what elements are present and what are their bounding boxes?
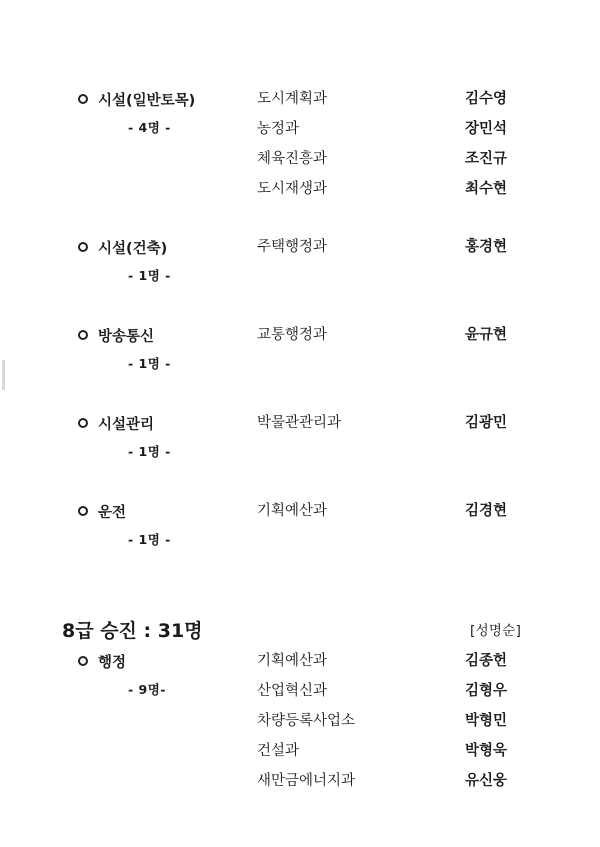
section-title: 8급 승진 : 31명 bbox=[62, 620, 203, 642]
person-name: 장민석 bbox=[465, 121, 508, 137]
department-name: 기획예산과 bbox=[257, 653, 328, 669]
department-name: 건설과 bbox=[257, 743, 300, 759]
category-count: - 1명 - bbox=[128, 532, 171, 547]
category-count: - 9명- bbox=[128, 682, 167, 697]
person-name: 윤규현 bbox=[465, 327, 508, 343]
list-item bbox=[0, 178, 600, 200]
category-name: 시설(일반토목) bbox=[98, 92, 196, 109]
list-item bbox=[0, 236, 600, 258]
list-item bbox=[0, 740, 600, 762]
person-name: 홍경현 bbox=[465, 239, 508, 255]
department-name: 교통행정과 bbox=[257, 327, 328, 343]
person-name: 박형욱 bbox=[465, 743, 508, 759]
category-name: 운전 bbox=[98, 504, 127, 521]
list-item bbox=[0, 680, 600, 702]
category-count: - 4명 - bbox=[128, 120, 171, 135]
person-name: 김형우 bbox=[465, 683, 508, 699]
department-name: 산업혁신과 bbox=[257, 683, 328, 699]
person-name: 유신웅 bbox=[465, 773, 508, 789]
list-item bbox=[0, 412, 600, 434]
person-name: 김수영 bbox=[465, 91, 508, 107]
person-name: 최수현 bbox=[465, 181, 508, 197]
department-name: 기획예산과 bbox=[257, 503, 328, 519]
department-name: 주택행정과 bbox=[257, 239, 328, 255]
list-item bbox=[0, 88, 600, 110]
department-name: 체육진흥과 bbox=[257, 151, 328, 167]
category-name: 행정 bbox=[98, 654, 127, 671]
list-item bbox=[0, 500, 600, 522]
person-name: 김광민 bbox=[465, 415, 508, 431]
scan-edge-mark bbox=[2, 360, 5, 390]
department-name: 농정과 bbox=[257, 121, 300, 137]
category-name: 시설관리 bbox=[98, 416, 155, 433]
list-item bbox=[0, 148, 600, 170]
category-count: - 1명 - bbox=[128, 268, 171, 283]
list-item bbox=[0, 770, 600, 792]
list-item bbox=[0, 650, 600, 672]
person-name: 김종헌 bbox=[465, 653, 508, 669]
department-name: 차량등록사업소 bbox=[257, 713, 356, 729]
category-count: - 1명 - bbox=[128, 444, 171, 459]
category-name: 방송통신 bbox=[98, 328, 155, 345]
list-item bbox=[0, 118, 600, 140]
department-name: 도시계획과 bbox=[257, 91, 328, 107]
person-name: 김경현 bbox=[465, 503, 508, 519]
department-name: 새만금에너지과 bbox=[257, 773, 356, 789]
person-name: 조진규 bbox=[465, 151, 508, 167]
department-name: 도시재생과 bbox=[257, 181, 328, 197]
category-count: - 1명 - bbox=[128, 356, 171, 371]
department-name: 박물관관리과 bbox=[257, 415, 342, 431]
order-note: [성명순] bbox=[470, 623, 522, 639]
person-name: 박형민 bbox=[465, 713, 508, 729]
list-item bbox=[0, 710, 600, 732]
list-item bbox=[0, 324, 600, 346]
category-name: 시설(건축) bbox=[98, 240, 168, 257]
